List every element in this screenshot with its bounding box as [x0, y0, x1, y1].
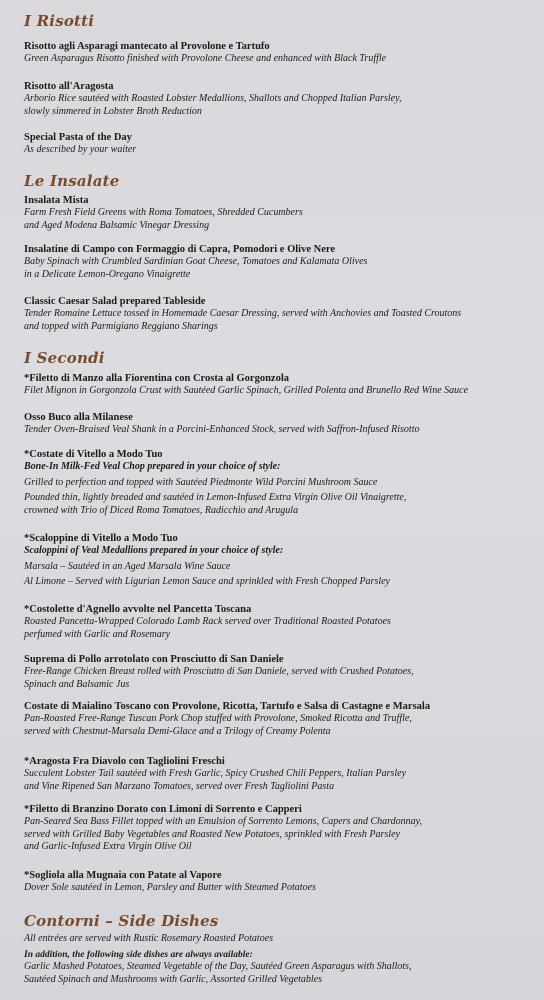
item-desc: crowned with Trio of Diced Roma Tomatoes, Radicchio and Arugula	[24, 504, 299, 516]
item-desc: Tender Romaine Lettuce tossed in Homemade Caesar Dressing, served with Anchovies and Toasted Croutons	[24, 308, 462, 319]
item-desc: Green Asparagus Risotto finished with Provolone Cheese and enhanced with Black Truffle	[24, 53, 387, 64]
menu-item	[24, 40, 524, 66]
side-dishes	[24, 933, 524, 986]
menu-item	[24, 869, 524, 895]
item-desc: Grilled to perfection and topped with Sautéed Piedmonte Wild Porcini Mushroom Sauce	[24, 476, 378, 488]
item-desc: served with Grilled Baby Vegetables and Roasted New Potatoes, sprinkled with Fresh Parsley	[24, 828, 400, 840]
menu-item	[24, 243, 524, 281]
menu-item	[24, 603, 524, 641]
item-desc: Tender Oven-Braised Veal Shank in a Porcini-Enhanced Stock, served with Saffron-Infused Risotto	[24, 424, 420, 435]
item-desc: and Aged Modena Balsamic Vinegar Dressing	[24, 219, 210, 231]
menu-item	[24, 131, 524, 157]
item-name: Costate di Maialino Toscano con Provolone, Ricotta, Tartufo e Salsa di Castagne e Marsala	[24, 701, 431, 712]
item-name: Risotto all'Aragosta	[24, 81, 114, 92]
menu-item	[24, 411, 524, 437]
item-name: *Scaloppine di Vitello a Modo Tuo	[24, 533, 178, 544]
item-desc: Baby Spinach with Crumbled Sardinian Goat Cheese, Tomatoes and Kalamata Olives	[24, 256, 368, 267]
item-desc: perfumed with Garlic and Rosemary	[24, 628, 171, 640]
section-title-contorni: Contorni – Side Dishes	[24, 912, 219, 930]
item-desc: Marsala – Sautéed in an Aged Marsala Wine Sauce	[24, 560, 231, 572]
item-name: *Filetto di Branzino Dorato con Limoni di Sorrento e Capperi	[24, 804, 302, 815]
item-desc: Spinach and Balsamic Jus	[24, 678, 130, 690]
side-dishes-subtitle: In addition, the following side dishes are always available:	[24, 949, 253, 960]
item-name: *Costolette d'Agnello avvolte nel Pancetta Toscana	[24, 604, 252, 615]
item-desc: Roasted Pancetta-Wrapped Colorado Lamb Rack served over Traditional Roasted Potatoes	[24, 616, 391, 627]
side-dishes-note: All entrées are served with Rustic Rosemary Roasted Potatoes	[24, 933, 274, 944]
item-desc: Arborio Rice sautéed with Roasted Lobster Medallions, Shallots and Chopped Italian Parsley,	[24, 93, 402, 104]
item-desc: Free-Range Chicken Breast rolled with Prosciutto di San Daniele, served with Crushed Potatoes,	[24, 666, 414, 677]
item-name: Risotto agli Asparagi mantecato al Provolone e Tartufo	[24, 41, 270, 52]
item-name: *Aragosta Fra Diavolo con Tagliolini Freschi	[24, 756, 225, 767]
item-desc: As described by your waiter	[24, 144, 137, 155]
item-desc: in a Delicate Lemon-Oregano Vinaigrette	[24, 268, 191, 280]
item-name: Special Pasta of the Day	[24, 132, 132, 143]
menu-item	[24, 755, 524, 793]
item-name: *Costate di Vitello a Modo Tuo	[24, 449, 163, 460]
item-desc: Succulent Lobster Tail sautéed with Fresh Garlic, Spicy Crushed Chili Peppers, Italian Parsley	[24, 768, 407, 779]
item-name: *Sogliola alla Mugnaia con Patate al Vapore	[24, 870, 222, 881]
side-dishes-list: Garlic Mashed Potatoes, Steamed Vegetable of the Day, Sautéed Green Asparagus with Shallots,	[24, 961, 412, 972]
item-name: Insalata Mista	[24, 195, 89, 206]
menu-item	[24, 700, 524, 738]
item-name: Osso Buco alla Milanese	[24, 412, 133, 423]
item-desc: and Garlic-Infused Extra Virgin Olive Oil	[24, 841, 192, 852]
item-desc: served with Chestnut-Marsala Demi-Glace and a Trilogy of Creamy Polenta	[24, 725, 331, 737]
item-desc: Al Limone – Served with Ligurian Lemon Sauce and sprinkled with Fresh Chopped Parsley	[24, 576, 390, 587]
menu-item	[24, 372, 524, 398]
item-subtitle: Bone-In Milk-Fed Veal Chop prepared in your choice of style:	[24, 461, 281, 472]
menu-item	[24, 653, 524, 691]
menu-item	[24, 803, 524, 854]
item-desc: and Vine Ripened San Marzano Tomatoes, served over Fresh Tagliolini Pasta	[24, 780, 335, 792]
menu-item	[24, 448, 524, 517]
item-desc: Pounded thin, lightly breaded and sautéed in Lemon-Infused Extra Virgin Olive Oil Vinaigrette,	[24, 492, 407, 503]
item-name: Classic Caesar Salad prepared Tableside	[24, 296, 206, 307]
item-desc: and topped with Parmigiano Reggiano Sharings	[24, 320, 218, 332]
item-name: Suprema di Pollo arrotolato con Prosciutto di San Daniele	[24, 654, 284, 665]
menu-item	[24, 532, 524, 589]
section-title-risotti: I Risotti	[24, 12, 95, 30]
item-desc: slowly simmered in Lobster Broth Reduction	[24, 105, 202, 117]
side-dishes-list: Sautéed Spinach and Mushrooms with Garlic, Assorted Grilled Vegetables	[24, 973, 323, 985]
item-desc: Pan-Seared Sea Bass Fillet topped with an Emulsion of Sorrento Lemons, Capers and Chardonnay,	[24, 816, 423, 827]
menu-item	[24, 80, 524, 118]
item-desc: Dover Sole sautéed in Lemon, Parsley and Butter with Steamed Potatoes	[24, 882, 316, 893]
item-name: *Filetto di Manzo alla Fiorentina con Crosta al Gorgonzola	[24, 373, 290, 384]
item-name: Insalatine di Campo con Formaggio di Capra, Pomodori e Olive Nere	[24, 244, 335, 255]
menu-item	[24, 295, 524, 333]
item-desc: Pan-Roasted Free-Range Tuscan Pork Chop stuffed with Provolone, Smoked Ricotta and Truffle,	[24, 713, 412, 724]
section-title-insalate: Le Insalate	[24, 172, 120, 190]
item-subtitle: Scaloppini of Veal Medallions prepared in your choice of style:	[24, 545, 284, 556]
menu-item	[24, 194, 524, 232]
item-desc: Filet Mignon in Gorgonzola Crust with Sautéed Garlic Spinach, Grilled Polenta and Brunello Red Wine Sauce	[24, 385, 469, 396]
item-desc: Farm Fresh Field Greens with Roma Tomatoes, Shredded Cucumbers	[24, 207, 303, 218]
section-title-secondi: I Secondi	[24, 349, 105, 367]
